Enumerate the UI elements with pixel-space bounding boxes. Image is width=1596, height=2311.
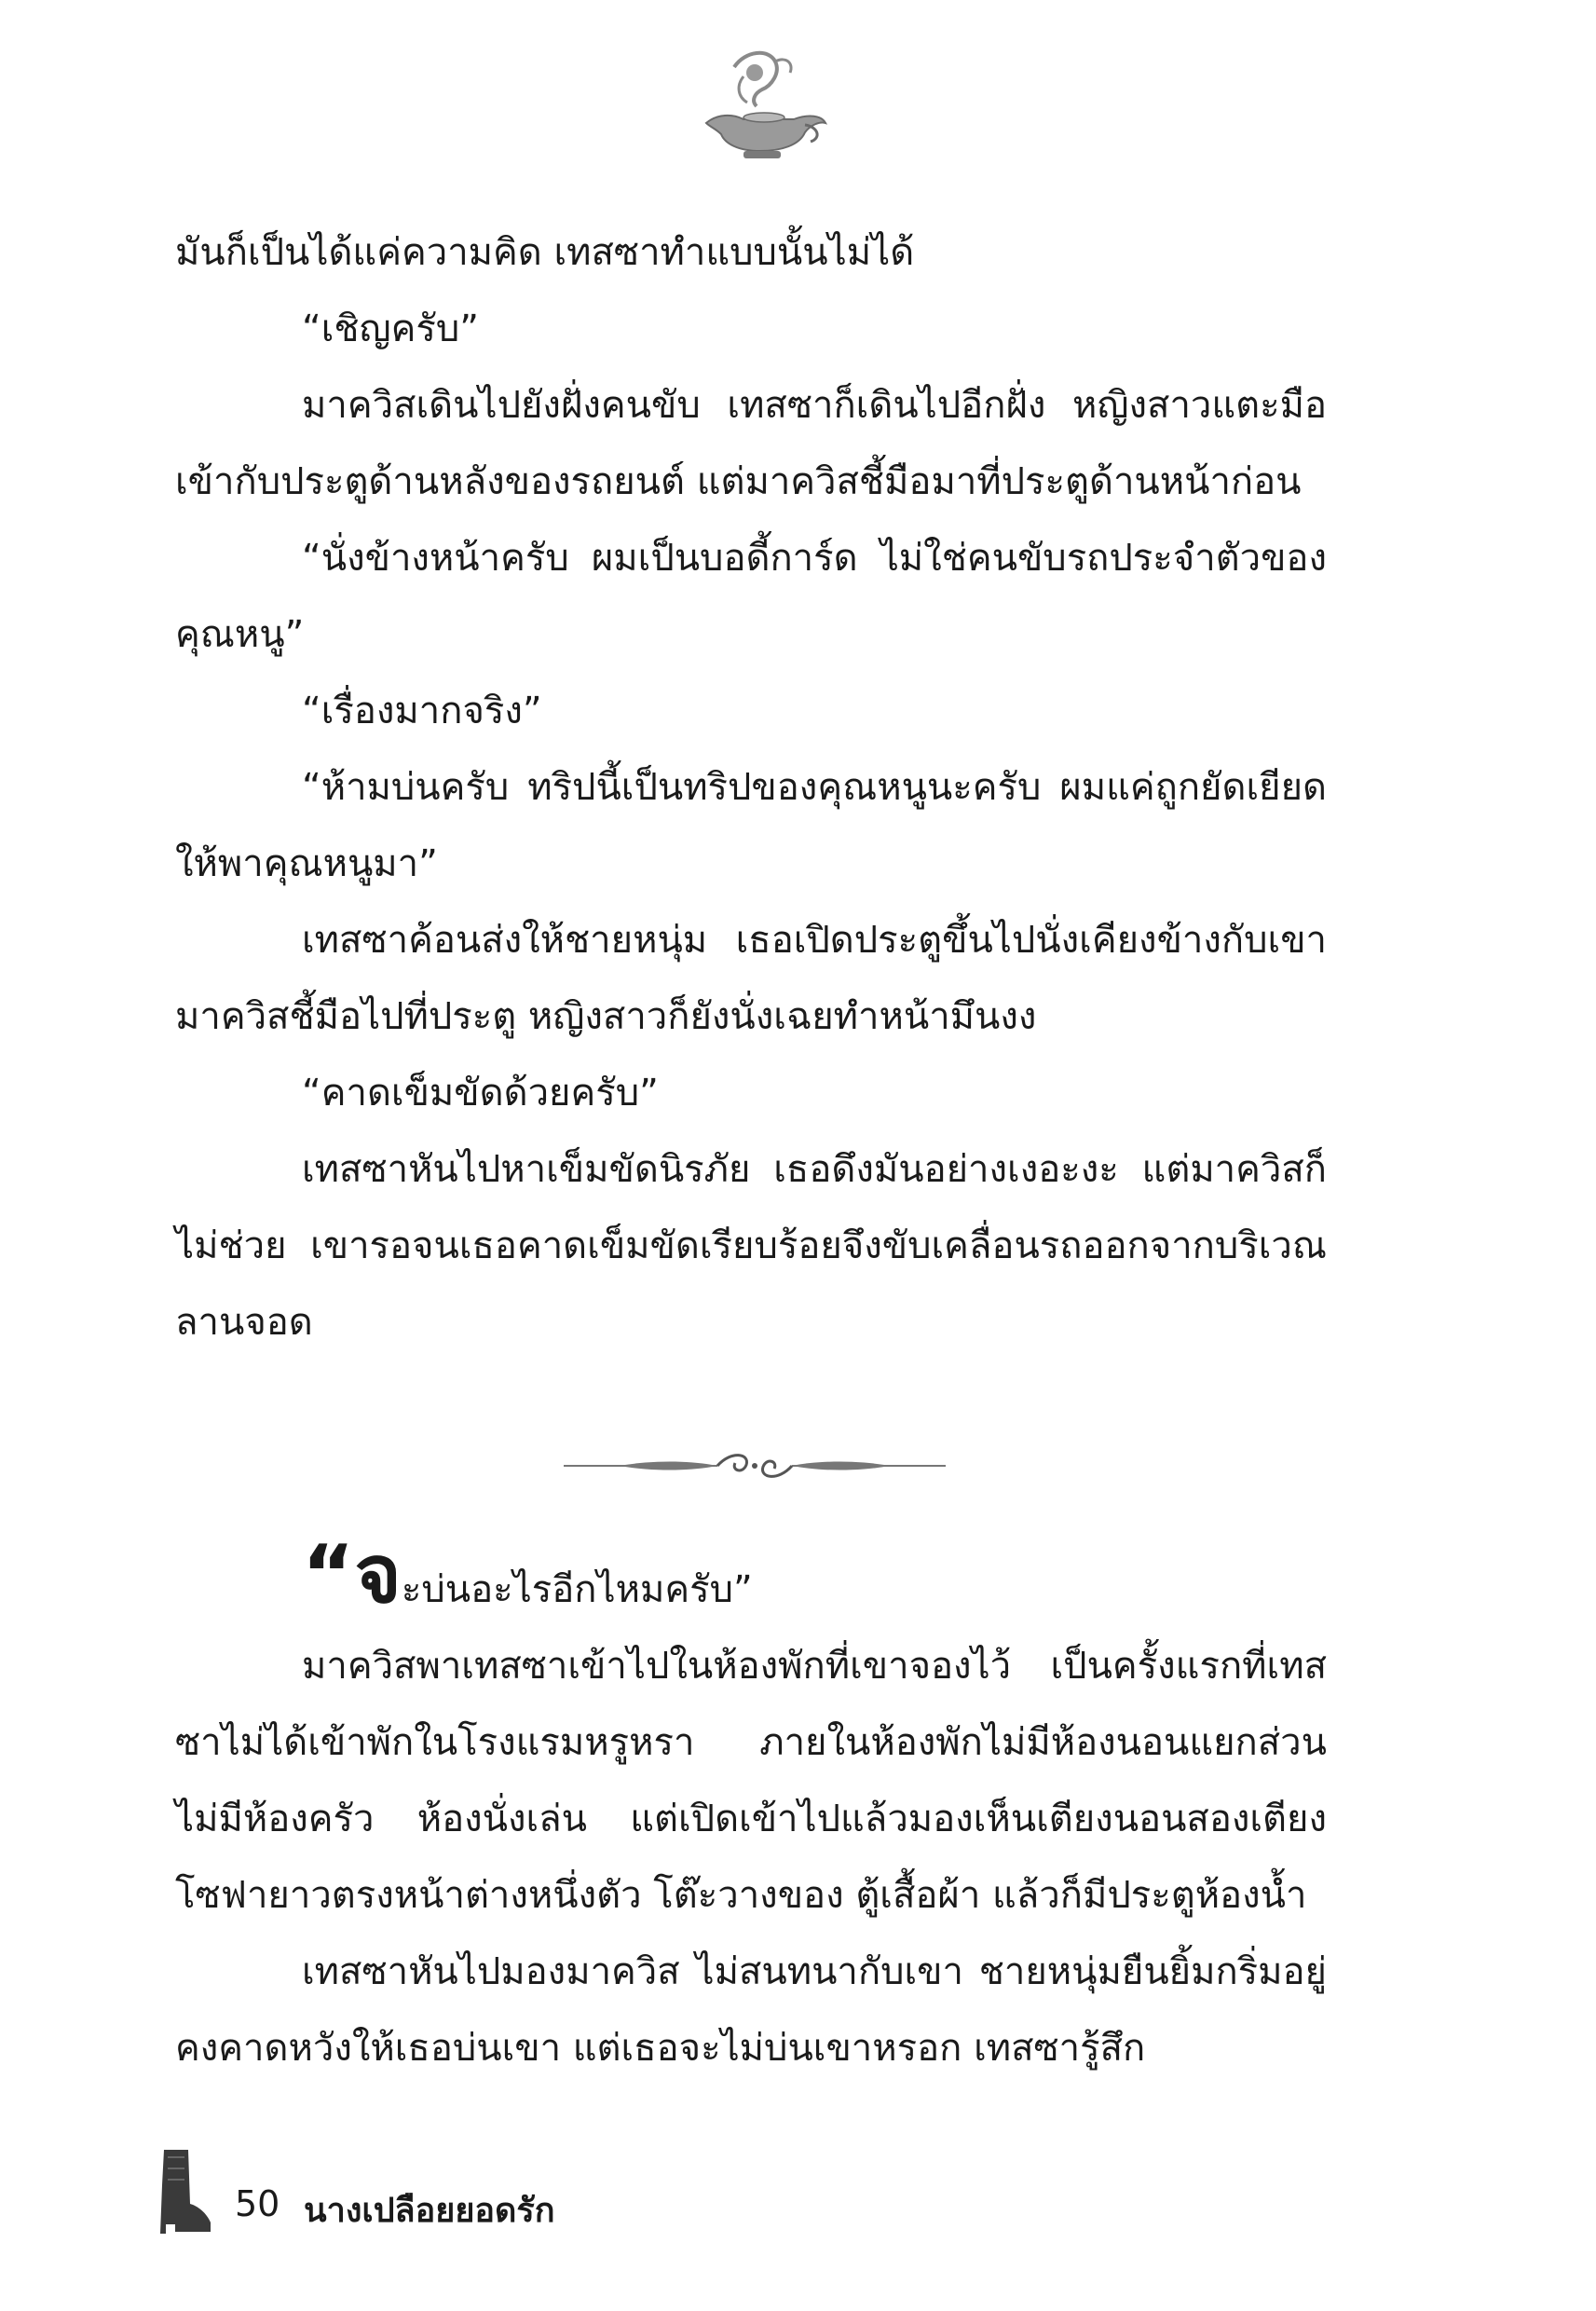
page-number: 50 (235, 2183, 280, 2224)
paragraph: “ห้ามบ่นครับ ทริปนี้เป็นทริปของคุณหนูนะครับ ผมแค่ถูกยัดเยียดให้พาคุณหนูมา” (175, 766, 1327, 885)
boot-icon (157, 2148, 214, 2236)
scroll-divider-icon (564, 1443, 946, 1489)
paragraph: เทสซาหันไปมองมาควิส ไม่สนทนากับเขา ชายหนุ่มยืนยิ้มกริ่มอยู่ คงคาดหวังให้เธอบ่นเขา แต่เธอจะไม่บ่นเขาหรอก เทสซารู้สึก (175, 1950, 1327, 2070)
paragraph: มันก็เป็นได้แค่ความคิด เทสซาทำแบบนั้นไม่ได้ (175, 231, 915, 274)
text-block-1 (175, 214, 1327, 1361)
paragraph: “เรื่องมากจริง” (302, 690, 542, 732)
paragraph: มาควิสเดินไปยังฝั่งคนขับ เทสซาก็เดินไปอีกฝั่ง หญิงสาวแตะมือเข้ากับประตูด้านหลังของรถยนต์ แต่มาควิสชี้มือมาที่ประตูด้านหน้าก่อน (175, 384, 1327, 503)
text-block-2 (175, 1528, 1327, 2086)
paragraph: “เชิญครับ” (302, 308, 479, 350)
opening-text: ะบ่นอะไรอีกไหมครับ” (401, 1568, 753, 1611)
paragraph: เทสซาหันไปหาเข็มขัดนิรภัย เธอดึงมันอย่างเงอะงะ แต่มาควิสก็ไม่ช่วย เขารอจนเธอคาดเข็มขัดเรียบร้อยจึงขับเคลื่อนรถออกจากบริเวณลานจอด (175, 1148, 1327, 1344)
paragraph: “คาดเข็มขัดด้วยครับ” (302, 1072, 659, 1114)
opening-paragraph (175, 1528, 1327, 1628)
drop-cap: “จ (302, 1528, 402, 1621)
paragraph: “นั่งข้างหน้าครับ ผมเป็นบอดี้การ์ด ไม่ใช่คนขับรถประจำตัวของคุณหนู” (175, 537, 1327, 656)
book-title: นางเปลือยยอดรัก (304, 2192, 555, 2230)
lamp-ornament-icon (689, 48, 829, 165)
page-footer (157, 2148, 809, 2241)
paragraph: มาควิสพาเทสซาเข้าไปในห้องพักที่เขาจองไว้ เป็นครั้งแรกที่เทสซาไม่ได้เข้าพักในโรงแรมหรูหรา ภายในห้องพักไม่มีห้องนอนแยกส่วน ไม่มีห้องครัว ห้องนั่งเล่น แต่เปิดเข้าไปแล้วมองเห็นเตียงนอนสองเตียง โซฟายาวตรงหน้าต่างหนึ่งตัว โต๊ะวางของ ตู้เสื้อผ้า แล้วก็มีประตูห้องน้ำ (175, 1645, 1327, 1917)
paragraph: เทสซาค้อนส่งให้ชายหนุ่ม เธอเปิดประตูขึ้นไปนั่งเคียงข้างกับเขา มาควิสชี้มือไปที่ประตู หญิงสาวก็ยังนั่งเฉยทำหน้ามึนงง (175, 919, 1327, 1038)
